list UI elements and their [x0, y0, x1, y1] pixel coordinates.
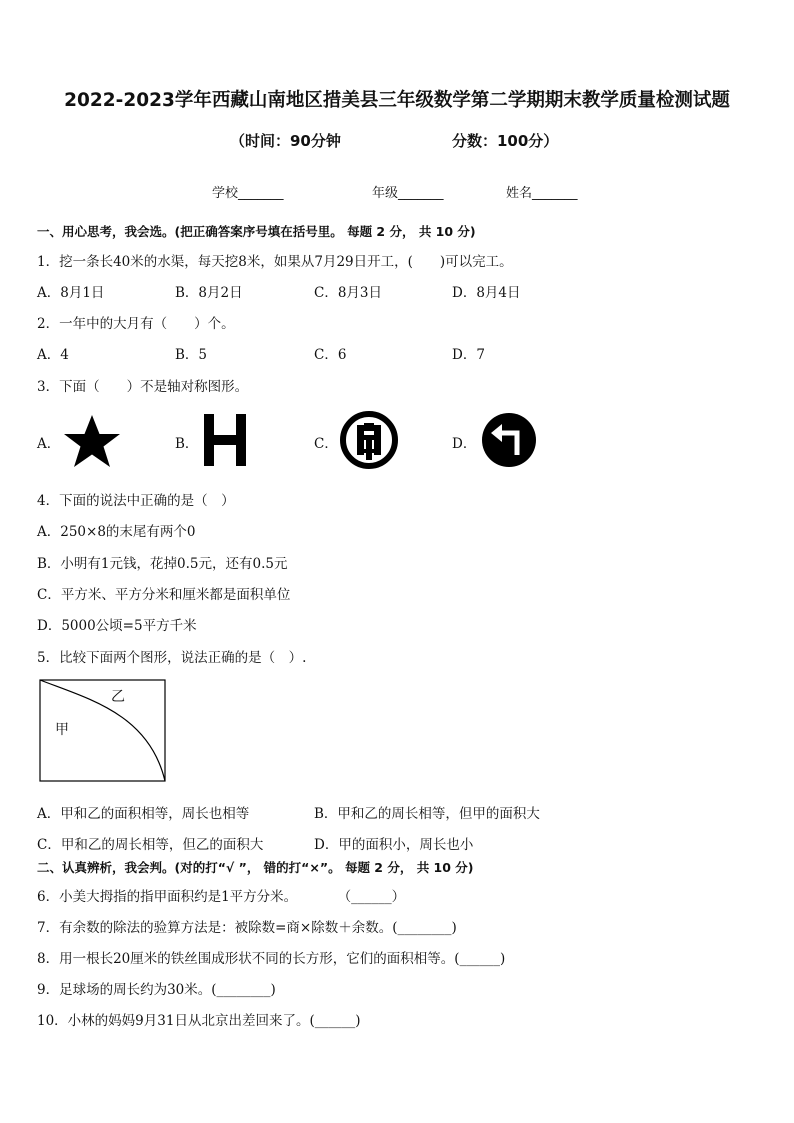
q3-option-a: A． — [37, 436, 61, 452]
grade-field: 年级_______ — [372, 186, 444, 201]
time-label: （时间：90分钟 — [230, 132, 341, 150]
q2-option-c: C．6 — [314, 347, 347, 363]
star-icon — [60, 413, 124, 469]
q2-option-a: A．4 — [37, 347, 69, 363]
section2-heading: 二、认真辨析，我会判。(对的打“√ ”， 错的打“×”。 每题 2 分， 共 10 分) — [37, 860, 474, 875]
page-title: 2022-2023学年西藏山南地区措美县三年级数学第二学期期末教学质量检测试题 — [64, 90, 730, 111]
q4-option-b: B．小明有1元钱，花掉0.5元，还有0.5元 — [37, 556, 288, 572]
q1-option-d: D．8月4日 — [452, 285, 521, 301]
figure-label-jia: 甲 — [55, 722, 69, 738]
school-field: 学校_______ — [212, 186, 284, 201]
q1-option-a: A．8月1日 — [37, 285, 105, 301]
question-3: 3．下面（ ）不是轴对称图形。 — [37, 379, 249, 395]
q5-option-c: C．甲和乙的周长相等，但乙的面积大 — [37, 837, 264, 853]
q3-option-d: D． — [452, 436, 477, 452]
q5-option-b: B．甲和乙的周长相等，但甲的面积大 — [314, 806, 540, 822]
question-1: 1．挖一条长40米的水渠，每天挖8米，如果从7月29日开工，( )可以完工。 — [37, 254, 513, 270]
name-field: 姓名_______ — [506, 186, 578, 201]
question-10: 10．小林的妈妈9月31日从北京出差回来了。(______) — [37, 1013, 361, 1029]
q5-option-a: A．甲和乙的面积相等，周长也相等 — [37, 806, 250, 822]
question-6: 6．小美大拇指的指甲面积约是1平方分米。 （______） — [37, 889, 406, 905]
q4-option-a: A．250×8的末尾有两个0 — [37, 524, 196, 540]
question-5: 5．比较下面两个图形，说法正确的是（ ）. — [37, 650, 307, 666]
bank-logo-icon — [339, 410, 399, 470]
q5-option-d: D．甲的面积小，周长也小 — [314, 837, 474, 853]
question-4: 4．下面的说法中正确的是（ ） — [37, 493, 235, 509]
question-7: 7．有余数的除法的验算方法是：被除数=商×除数＋余数。(________) — [37, 920, 457, 936]
section1-heading: 一、用心思考，我会选。(把正确答案序号填在括号里。 每题 2 分， 共 10 分) — [37, 224, 476, 239]
q4-option-c: C．平方米、平方分米和厘米都是面积单位 — [37, 587, 291, 603]
question-8: 8．用一根长20厘米的铁丝围成形状不同的长方形，它们的面积相等。(______) — [37, 951, 506, 967]
question-2: 2．一年中的大月有（ ）个。 — [37, 316, 235, 332]
letter-h-icon — [202, 412, 248, 468]
q2-option-d: D．7 — [452, 347, 485, 363]
figure-label-yi: 乙 — [111, 689, 125, 705]
q3-option-c: C． — [314, 436, 338, 452]
q3-option-b: B． — [175, 436, 199, 452]
question-9: 9．足球场的周长约为30米。(________) — [37, 982, 276, 998]
score-label: 分数：100分） — [452, 132, 559, 150]
q1-option-c: C．8月3日 — [314, 285, 383, 301]
q1-option-b: B．8月2日 — [175, 285, 243, 301]
q2-option-b: B．5 — [175, 347, 208, 363]
q4-option-d: D．5000公顷=5平方千米 — [37, 618, 197, 634]
turn-left-sign-icon — [480, 411, 538, 469]
